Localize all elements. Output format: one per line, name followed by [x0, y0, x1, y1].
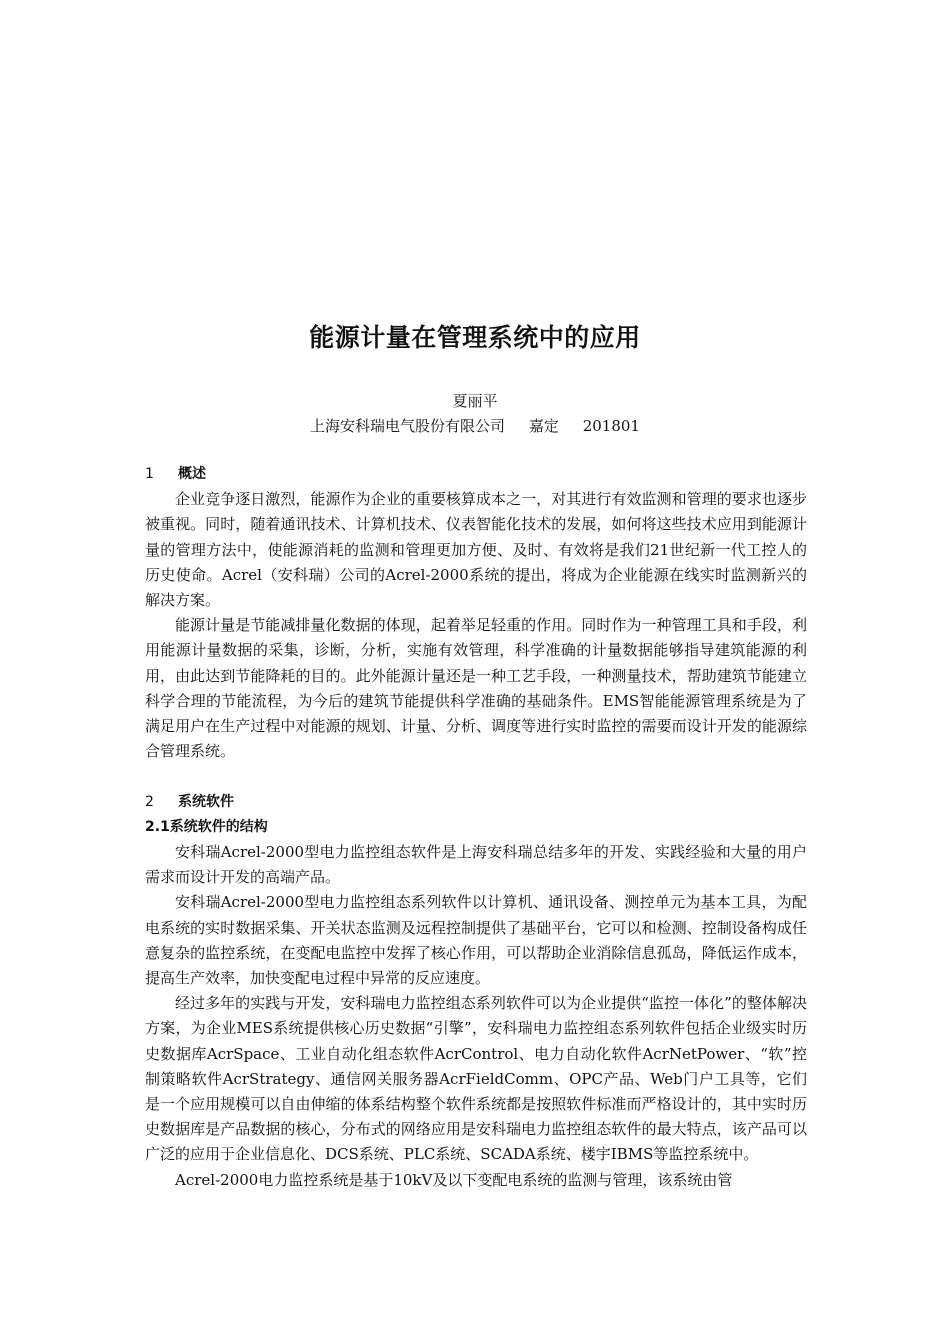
paragraph: 企业竞争逐日激烈，能源作为企业的重要核算成本之一，对其进行有效监测和管理的要求也逐步被重视。同时，随着通讯技术、计算机技术、仪表智能化技术的发展，如何将这些技术应用到能源计量的管理方法中，使能源消耗的监测和管理更加方便、及时、有效将是我们21世纪新一代工控人的历史使命。Acrel（安科瑞）公司的Acrel-2000系统的提出，将成为企业能源在线实时监测新兴的解决方案。 — [145, 490, 807, 609]
section-number: 2 — [145, 793, 154, 810]
paragraph: 安科瑞Acrel-2000型电力监控组态软件是上海安科瑞总结多年的开发、实践经验和大量的用户需求而设计开发的高端产品。 — [145, 842, 807, 887]
section-title: 概述 — [178, 466, 206, 482]
section-spacer — [145, 764, 807, 789]
subsection-heading: 2.1系统软件的结构 — [145, 818, 268, 835]
section-title: 系统软件 — [178, 793, 234, 810]
section-heading-software — [145, 790, 807, 815]
paragraph: Acrel-2000电力监控系统是基于10kV及以下变配电系统的监测与管理，该系统由管 — [175, 1170, 733, 1189]
document-title: 能源计量在管理系统中的应用 — [309, 323, 641, 352]
author-name: 夏丽平 — [452, 392, 498, 410]
paragraph: 经过多年的实践与开发，安科瑞电力监控组态系列软件可以为企业提供“监控一体化”的整体解决方案，为企业MES系统提供核心历史数据“引擎”，安科瑞电力监控组态系列软件包括企业级实时历史数据库AcrSpace、工业自动化组态软件AcrControl、电力自动化软件AcrNetPower、“软”控制策略软件AcrStrategy、通信网关服务器AcrFieldComm、OPC产品、Web门户工具等，它们是一个应用规模可以自由伸缩的体系结构整个软件系统都是按照软件标准而严格设计的，其中实时历史数据库是产品数据的核心，分布式的网络应用是安科瑞电力监控组态软件的最大特点，该产品可以广泛的应用于企业信息化、DCS系统、PLC系统、SCADA系统、楼宇IBMS等监控系统中。 — [145, 994, 807, 1164]
paragraph: 能源计量是节能减排量化数据的体现，起着举足轻重的作用。同时作为一种管理工具和手段，利用能源计量数据的采集，诊断，分析，实施有效管理，科学准确的计量数据能够指导建筑能源的利用，由此达到节能降耗的目的。此外能源计量还是一种工艺手段，一种测量技术，帮助建筑节能建立科学合理的节能流程，为今后的建筑节能提供科学准确的基础条件。EMS智能能源管理系统是为了满足用户在生产过程中对能源的规划、计量、分析、调度等进行实时监控的需要而设计开发的能源综合管理系统。 — [145, 616, 807, 761]
section-number: 1 — [145, 466, 154, 482]
paragraph: 安科瑞Acrel-2000型电力监控组态系列软件以计算机、通讯设备、测控单元为基本工具，为配电系统的实时数据采集、开关状态监测及远程控制提供了基础平台，它可以和检测、控制设备构成任意复杂的监控系统，在变配电监控中发挥了核心作用，可以帮助企业消除信息孤岛，降低运作成本，提高生产效率，加快变配电过程中异常的反应速度。 — [145, 893, 807, 987]
author-affiliation: 上海安科瑞电气股份有限公司 嘉定 201801 — [310, 417, 640, 435]
document-body — [145, 462, 807, 1193]
section-heading-overview — [145, 462, 807, 487]
